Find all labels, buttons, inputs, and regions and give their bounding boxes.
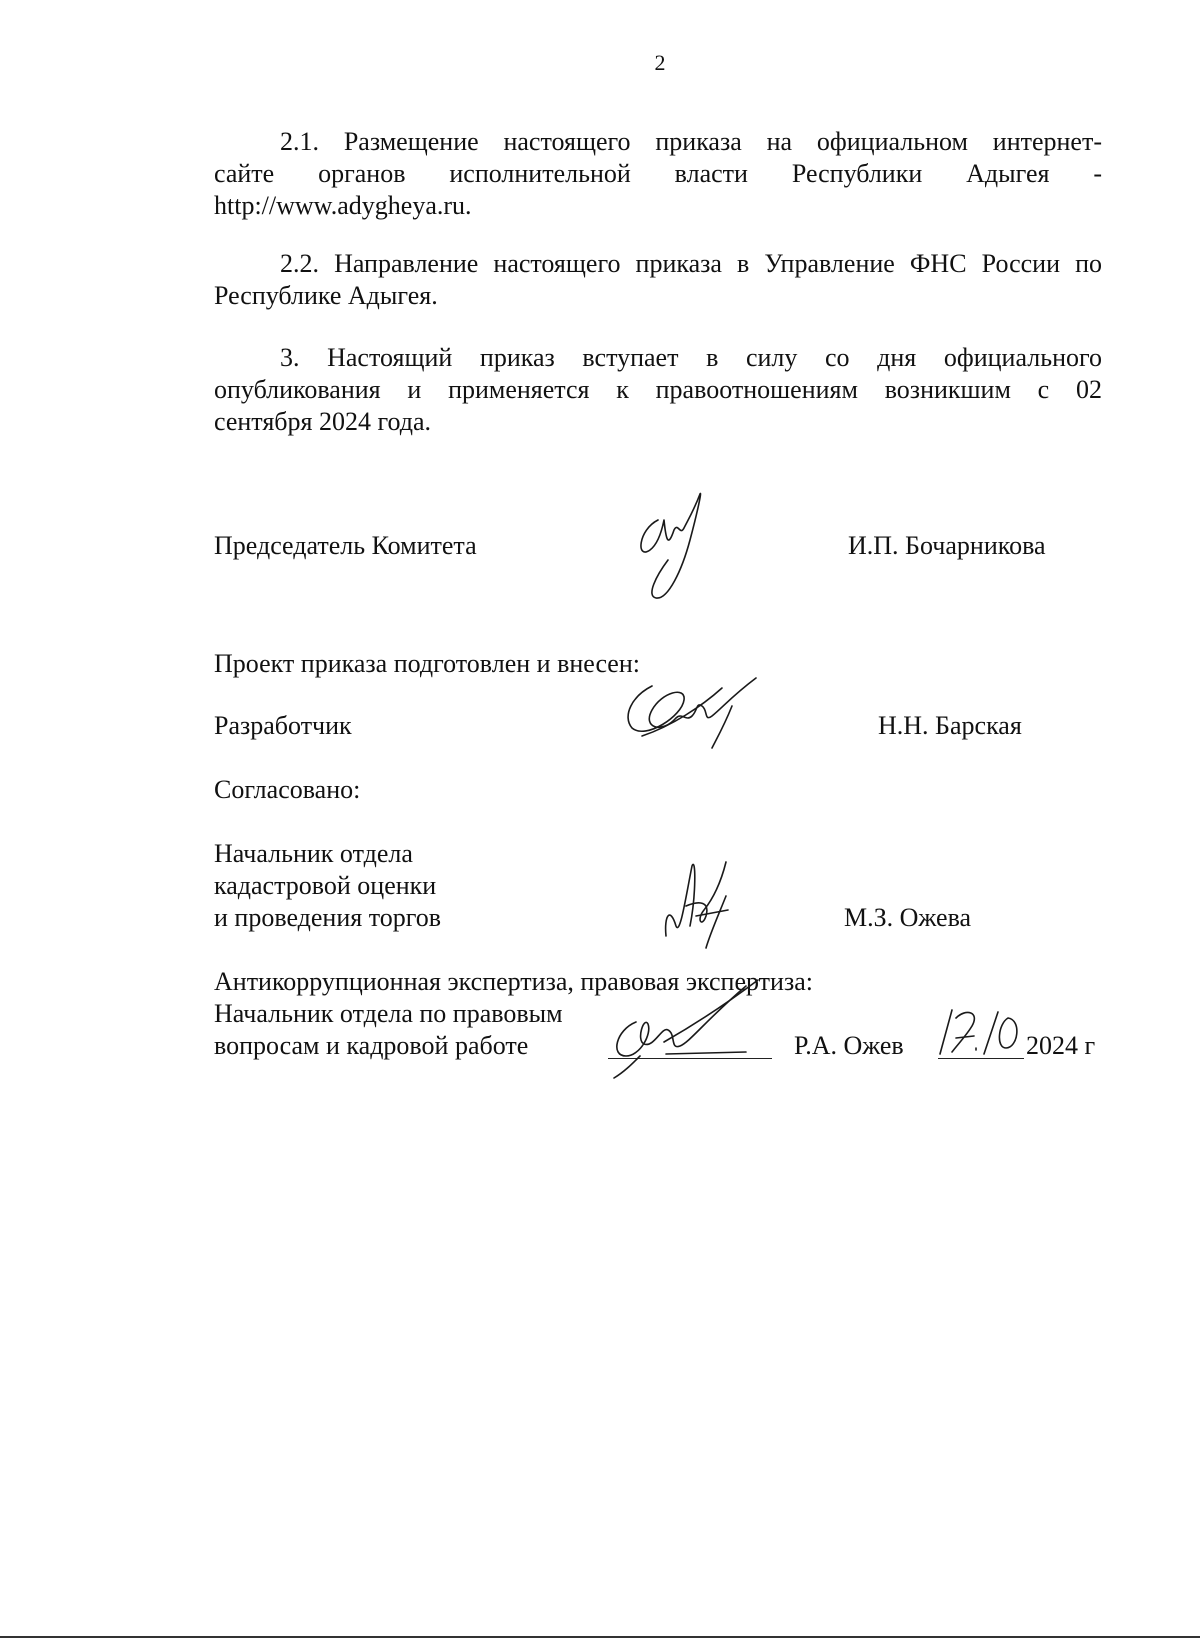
chairman-signature-icon [628,490,728,610]
cadastral-title-line-3: и проведения торгов [214,903,442,932]
legal-signature-line [608,1058,772,1059]
clause-3-line-3: сентября 2024 года. [214,407,432,436]
agreed-header: Согласовано: [214,775,361,804]
legal-date-line [938,1058,1024,1059]
cadastral-title-line-2: кадастровой оценки [214,871,437,900]
clause-2-2 [214,248,1102,312]
expertise-header: Антикоррупционная экспертиза, правовая экспертиза: [214,967,813,996]
page-bottom-rule [0,1636,1200,1638]
prepared-header: Проект приказа подготовлен и внесен: [214,649,640,678]
developer-title: Разработчик [214,711,352,740]
page-number: 2 [654,50,666,75]
clause-2-1-line-2: сайте органов исполнительной власти Республики Адыгея - [214,159,1102,188]
cadastral-name: М.З. Ожева [844,903,972,932]
developer-name: Н.Н. Барская [878,711,1022,740]
clause-3-line-2: опубликования и применяется к правоотношениям возникшим с 02 [214,375,1102,404]
clause-3 [214,342,1102,438]
legal-date-year: 2024 г [1026,1031,1096,1060]
legal-title-line-2: вопросам и кадровой работе [214,1031,529,1060]
chairman-title: Председатель Комитета [214,531,477,560]
clause-2-1-line-3: http://www.adygheya.ru. [214,191,472,220]
cadastral-title-line-1: Начальник отдела [214,839,413,868]
clause-3-line-1: 3. Настоящий приказ вступает в силу со дня официального [280,343,1102,372]
legal-title-line-1: Начальник отдела по правовым [214,999,563,1028]
clause-2-1-line-1: 2.1. Размещение настоящего приказа на официальном интернет- [280,127,1102,156]
clause-2-2-line-1: 2.2. Направление настоящего приказа в Управление ФНС России по [280,249,1102,278]
clause-2-1 [214,126,1102,222]
legal-name: Р.А. Ожев [794,1031,904,1060]
clause-2-2-line-2: Республике Адыгея. [214,281,438,310]
cadastral-signature-icon [656,856,756,956]
legal-handwritten-date-icon [926,1004,1026,1060]
chairman-name: И.П. Бочарникова [848,531,1046,560]
